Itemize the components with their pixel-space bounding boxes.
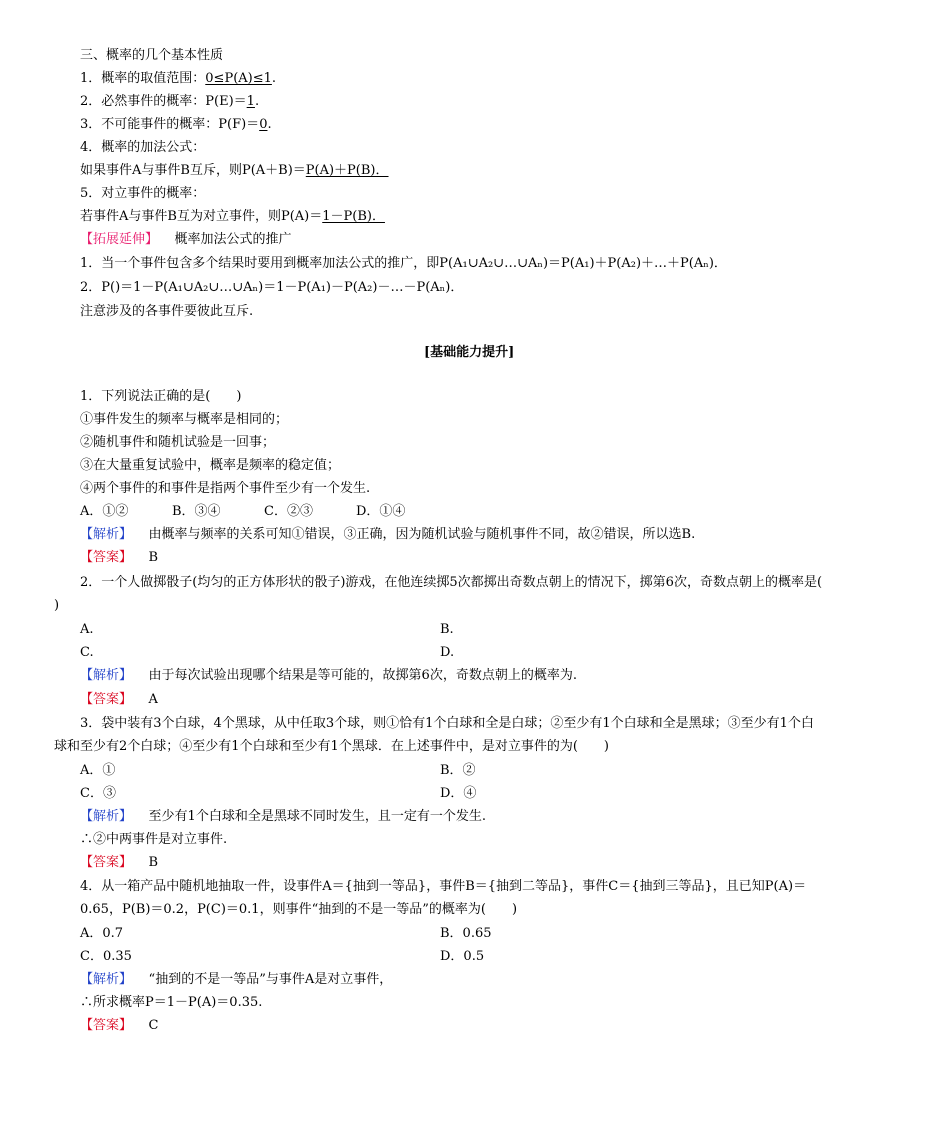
extension-title: 概率加法公式的推广 — [174, 232, 292, 247]
q3-answer — [80, 855, 158, 871]
q4-answer-value: C — [148, 1018, 159, 1033]
q1-analysis-text: 由概率与频率的关系可知①错误，③正确，因为随机试验与随机事件不同，故②错误，所以选B. — [148, 527, 696, 542]
property-2-label: 2．必然事件的概率：P(E)＝ — [80, 94, 247, 109]
property-4-formula — [80, 163, 389, 179]
q2-stem-line-1: 2．一个人做掷骰子(均匀的正方体形状的骰子)游戏，在他连续掷5次都掷出奇数点朝上的情况下，掷第6次，奇数点朝上的概率是( — [80, 575, 823, 590]
property-3-suffix: . — [267, 117, 272, 132]
property-2-value: 1 — [246, 94, 255, 109]
property-1-label: 1．概率的取值范围： — [80, 71, 206, 86]
q1-answer-value: B — [148, 550, 159, 565]
property-3-label: 3．不可能事件的概率：P(F)＝ — [80, 117, 260, 132]
q3-therefore: ∴②中两事件是对立事件. — [80, 832, 228, 847]
property-5-value: 1－P(B)． — [322, 209, 385, 224]
property-4-title: 4．概率的加法公式： — [80, 140, 206, 155]
q2-answer — [80, 692, 158, 708]
q2-option-a: A. — [80, 622, 94, 637]
q2-option-c: C. — [80, 645, 94, 660]
property-4-value: P(A)＋P(B)． — [305, 163, 389, 178]
q3-option-b: B．② — [440, 763, 476, 778]
q4-analysis-tag: 【解析】 — [80, 972, 133, 987]
q4-analysis-text: “抽到的不是一等品”与事件A是对立事件， — [148, 972, 393, 987]
property-1-value: 0≤P(A)≤1 — [205, 71, 272, 86]
q3-option-c: C．③ — [80, 786, 116, 801]
q2-option-d: D. — [440, 645, 455, 660]
q2-answer-tag: 【答案】 — [80, 692, 133, 707]
q3-stem-line-1: 3．袋中装有3个白球，4个黑球，从中任取3个球，则①恰有1个白球和全是白球；②至少有1个白球和全是黑球；③至少有1个白 — [80, 716, 814, 731]
property-3-value: 0 — [259, 117, 268, 132]
extension-header — [80, 232, 292, 248]
extension-tag: 【拓展延伸】 — [80, 232, 159, 247]
property-4-label: 如果事件A与事件B互斥，则P(A＋B)＝ — [80, 163, 306, 178]
q3-stem-line-2: 球和至少有2个白球；④至少有1个白球和至少有1个黑球．在上述事件中，是对立事件的为( ) — [54, 739, 609, 754]
q4-option-c: C．0.35 — [80, 949, 132, 964]
q3-analysis — [80, 809, 486, 825]
q2-analysis-text: 由于每次试验出现哪个结果是等可能的，故掷第6次，奇数点朝上的概率为. — [148, 668, 577, 683]
property-5-formula — [80, 209, 385, 225]
extension-note: 注意涉及的各事件要彼此互斥. — [80, 304, 254, 319]
q4-analysis — [80, 972, 392, 988]
q2-analysis — [80, 668, 577, 684]
q3-analysis-text: 至少有1个白球和全是黑球不同时发生，且一定有一个发生. — [148, 809, 486, 824]
q1-statement-3: ③在大量重复试验中，概率是频率的稳定值； — [80, 458, 341, 473]
q1-statement-4: ④两个事件的和事件是指两个事件至少有一个发生. — [80, 481, 371, 496]
q2-stem-line-2: ) — [54, 598, 60, 613]
property-5-title: 5．对立事件的概率： — [80, 186, 206, 201]
q1-option-b: B．③④ — [172, 504, 221, 519]
property-1-suffix: . — [271, 71, 277, 86]
q2-analysis-tag: 【解析】 — [80, 668, 133, 683]
property-5-label: 若事件A与事件B互为对立事件，则P(A)＝ — [80, 209, 323, 224]
q3-option-a: A．① — [80, 763, 116, 778]
q4-answer-tag: 【答案】 — [80, 1018, 133, 1033]
q1-stem: 1．下列说法正确的是( ) — [80, 389, 242, 404]
extension-item-2: 2．P()＝1－P(A₁∪A₂∪…∪Aₙ)＝1－P(A₁)－P(A₂)－…－P(Aₙ)． — [80, 280, 464, 295]
property-3 — [80, 117, 272, 133]
property-1 — [80, 71, 276, 87]
q3-answer-value: B — [148, 855, 159, 870]
q1-analysis-tag: 【解析】 — [80, 527, 133, 542]
extension-item-1: 1．当一个事件包含多个结果时要用到概率加法公式的推广，即P(A₁∪A₂∪…∪Aₙ)＝P(A₁)＋P(A₂)＋…＋P(Aₙ)． — [80, 256, 727, 271]
q1-answer-tag: 【答案】 — [80, 550, 133, 565]
q4-option-d: D．0.5 — [440, 949, 485, 964]
q1-answer — [80, 550, 158, 566]
q1-statement-1: ①事件发生的频率与概率是相同的； — [80, 412, 289, 427]
q3-option-d: D．④ — [440, 786, 477, 801]
q4-answer — [80, 1018, 159, 1034]
q4-stem-line-1: 4．从一箱产品中随机地抽取一件，设事件A＝{抽到一等品}，事件B＝{抽到二等品}，事件C＝{抽到三等品}，且已知P(A)＝ — [80, 879, 807, 894]
q1-option-c: C．②③ — [264, 504, 313, 519]
section-title: 三、概率的几个基本性质 — [80, 48, 224, 63]
q2-answer-value: A — [148, 692, 158, 707]
q1-option-d: D．①④ — [356, 504, 406, 519]
q4-therefore: ∴所求概率P＝1－P(A)＝0.35. — [80, 995, 263, 1010]
q2-option-b: B. — [440, 622, 454, 637]
section-heading: [基础能力提升] — [424, 345, 515, 360]
property-2 — [80, 94, 259, 110]
q3-answer-tag: 【答案】 — [80, 855, 133, 870]
q3-analysis-tag: 【解析】 — [80, 809, 133, 824]
q4-stem-line-2: 0.65，P(B)＝0.2，P(C)＝0.1，则事件“抽到的不是一等品”的概率为( ) — [80, 902, 518, 917]
q4-option-a: A．0.7 — [80, 926, 124, 941]
property-2-suffix: . — [254, 94, 260, 109]
q1-statement-2: ②随机事件和随机试验是一回事； — [80, 435, 276, 450]
q1-analysis — [80, 527, 695, 543]
q1-option-a: A．①② — [80, 504, 129, 519]
q4-option-b: B．0.65 — [440, 926, 492, 941]
